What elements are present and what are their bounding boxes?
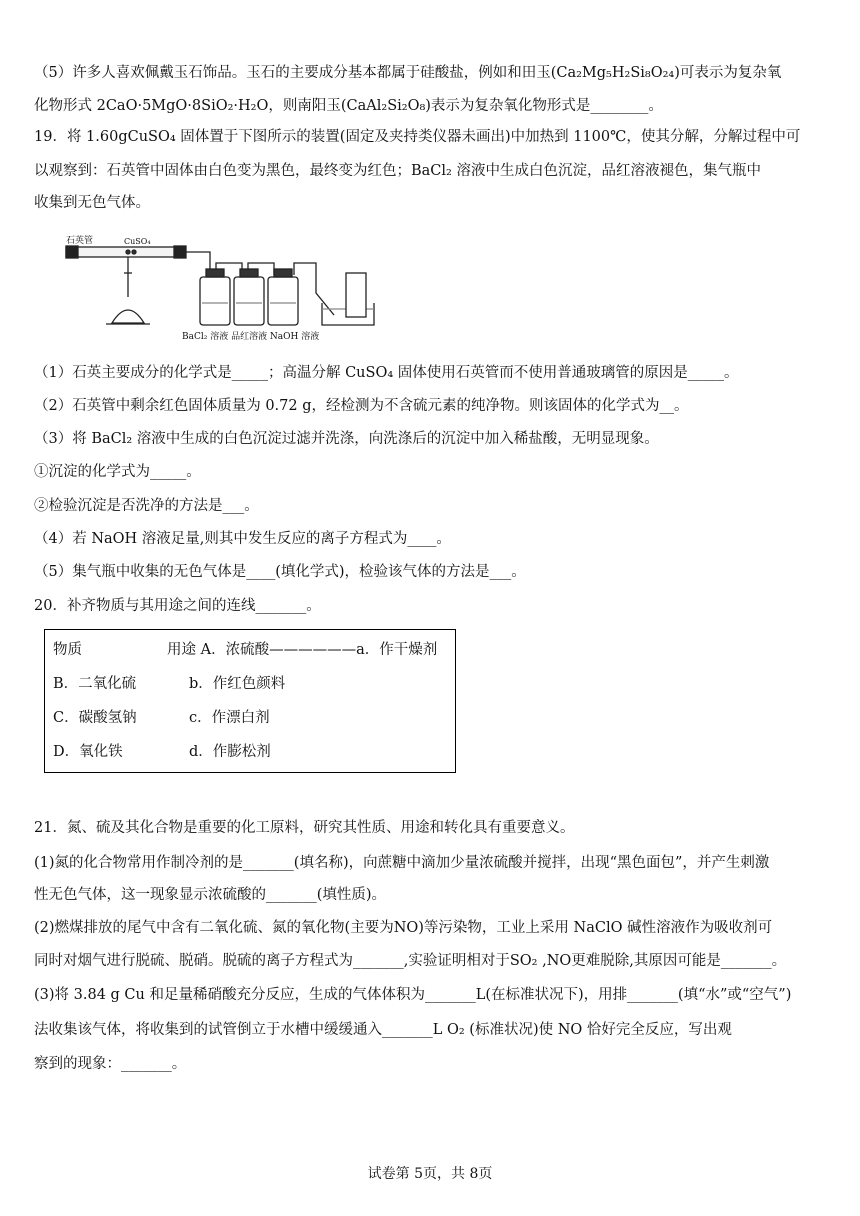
table-header-left: 物质	[53, 642, 82, 658]
q21-part-3a: (3)将 3.84 g Cu 和足量稀硝酸充分反应，生成的气体体积为_______L(在标准状况下)，用排_______(填“水”或“空气”)	[34, 987, 792, 1003]
table-row-right: c．作漂白剂	[189, 710, 270, 726]
q19-part-3a: ①沉淀的化学式为_____。	[34, 464, 201, 480]
table-row-left: B．二氧化硫	[53, 676, 137, 692]
q20-line: 20．补齐物质与其用途之间的连线_______。	[34, 598, 321, 614]
q19-line-2: 以观察到：石英管中固体由白色变为黑色，最终变为红色；BaCl₂ 溶液中生成白色沉淀，品红溶液褪色，集气瓶中	[34, 163, 761, 179]
q19-part-4: （4）若 NaOH 溶液足量,则其中发生反应的离子方程式为____。	[34, 531, 451, 547]
table-row-right: b．作红色颜料	[189, 676, 286, 692]
q19-part-2: （2）石英管中剩余红色固体质量为 0.72 g，经检测为不含硫元素的纯净物。则该固体的化学式为__。	[34, 398, 689, 414]
table-row-left: D．氧化铁	[53, 744, 123, 760]
q21-part-1b: 性无色气体，这一现象显示浓硫酸的_______(填性质)。	[34, 887, 387, 903]
q5-line-2: 化物形式 2CaO·5MgO·8SiO₂·H₂O，则南阳玉(CaAl₂Si₂O₈)表示为复杂氧化物形式是________。	[34, 98, 663, 114]
quartz-tube-label: 石英管	[66, 236, 94, 246]
cuso4-label: CuSO₄	[124, 237, 151, 246]
q19-part-3b: ②检验沉淀是否洗净的方法是___。	[34, 498, 259, 514]
matching-table	[44, 629, 456, 773]
q19-part-3: （3）将 BaCl₂ 溶液中生成的白色沉淀过滤并洗涤，向洗涤后的沉淀中加入稀盐酸，无明显现象。	[34, 431, 659, 447]
q19-part-1: （1）石英主要成分的化学式是_____；高温分解 CuSO₄ 固体使用石英管而不使用普通玻璃管的原因是_____。	[34, 365, 739, 381]
page-footer: 试卷第 5页，共 8页	[367, 1166, 493, 1182]
q21-line: 21．氮、硫及其化合物是重要的化工原料，研究其性质、用途和转化具有重要意义。	[34, 820, 575, 836]
q5-line-1: （5）许多人喜欢佩戴玉石饰品。玉石的主要成分基本都属于硅酸盐，例如和田玉(Ca₂Mg₅H₂Si₈O₂₄)可表示为复杂氧	[34, 65, 782, 81]
q21-part-1a: (1)氮的化合物常用作制冷剂的是_______(填名称)，向蔗糖中滴加少量浓硫酸并搅拌，出现“黑色面包”，并产生刺激	[34, 855, 770, 871]
q21-part-3c: 察到的现象：_______。	[34, 1056, 187, 1072]
bottle-labels: BaCl₂ 溶液 品红溶液 NaOH 溶液	[182, 332, 320, 342]
q21-part-2b: 同时对烟气进行脱硫、脱硝。脱硫的离子方程式为_______,实验证明相对于SO₂ ,NO更难脱除,其原因可能是_______。	[34, 953, 787, 969]
q19-line-1: 19．将 1.60gCuSO₄ 固体置于下图所示的装置(固定及夹持类仪器未画出)中加热到 1100℃，使其分解，分解过程中可	[34, 129, 801, 145]
table-row-right: d．作膨松剂	[189, 744, 271, 760]
q19-line-3: 收集到无色气体。	[34, 195, 150, 211]
apparatus-diagram	[62, 233, 378, 345]
table-header-right: 用途 A．浓硫酸——————a．作干燥剂	[167, 642, 438, 658]
table-row-left: C．碳酸氢钠	[53, 710, 137, 726]
q19-part-5: （5）集气瓶中收集的无色气体是____(填化学式)，检验该气体的方法是___。	[34, 564, 526, 580]
q21-part-3b: 法收集该气体，将收集到的试管倒立于水槽中缓缓通入_______L O₂ (标准状况)使 NO 恰好完全反应，写出观	[34, 1022, 732, 1038]
q21-part-2a: (2)燃煤排放的尾气中含有二氧化硫、氮的氧化物(主要为NO)等污染物，工业上采用 NaClO 碱性溶液作为吸收剂可	[34, 920, 773, 936]
